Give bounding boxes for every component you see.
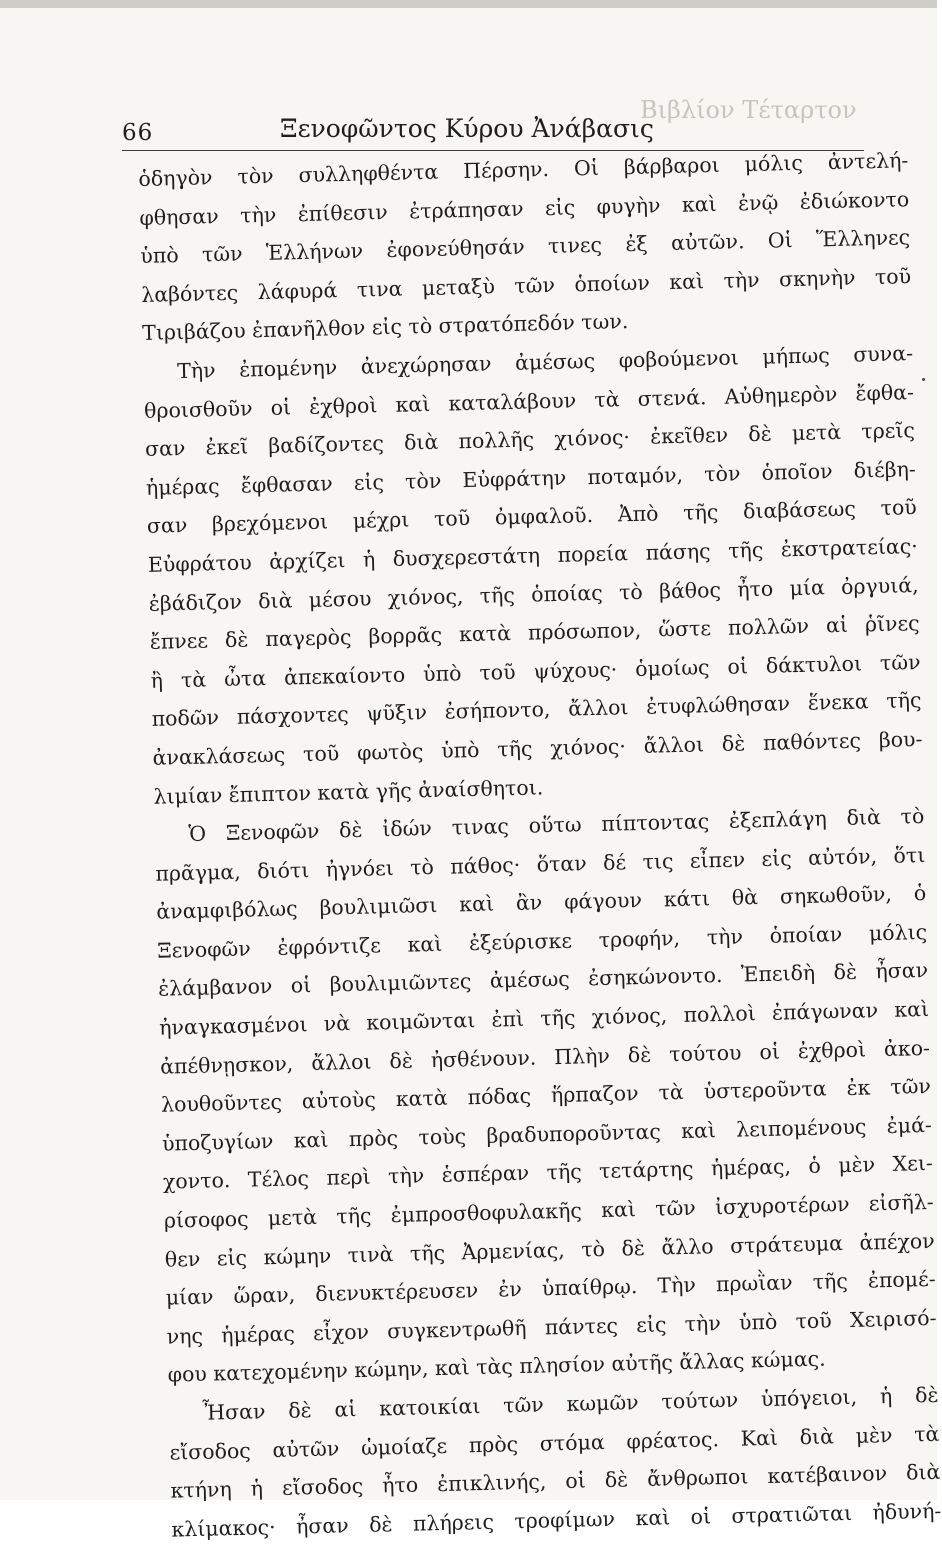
text-line: νης ἡμέρας εἶχον συγκεντρωθῆ πάντες εἰς τὴν ὑπὸ τοῦ Χειρισό- bbox=[166, 1305, 937, 1349]
paragraph-start-line: Τὴν ἐπομένην ἀνεχώρησαν ἀμέσως φοβούμενοι μήπως συνα- bbox=[176, 341, 914, 384]
paragraph-start-line: Ἦσαν δὲ αἱ κατοικίαι τῶν κωμῶν τούτων ὑπόγειοι, ἡ δὲ bbox=[202, 1382, 939, 1425]
scan-top-edge bbox=[0, 0, 937, 8]
text-line: κλίμακος· ἦσαν δὲ πλήρεις τροφίμων καὶ οἱ στρατιῶται ἠδυνή- bbox=[171, 1498, 942, 1542]
text-line: ἡμέρας ἔφθασαν εἰς τὸν Εὐφράτην ποταμόν, τὸν ὁποῖον διέβη- bbox=[145, 456, 917, 500]
text-line: ἢ τὰ ὦτα ἀπεκαίοντο ὑπὸ τοῦ ψύχους· ὁμοίως οἱ δάκτυλοι τῶν bbox=[150, 649, 921, 693]
text-line: λιμίαν ἔπιπτον κατὰ γῆς ἀναίσθητοι. bbox=[153, 774, 544, 809]
text-line: σαν ἐκεῖ βαδίζοντες διὰ πολλῆς χιόνος· ἐκεῖθεν δὲ μετὰ τρεῖς bbox=[144, 418, 916, 462]
text-line: κτήνη ἡ εἴσοδος ἦτο ἐπικλινής, οἱ δὲ ἄνθρωποι κατέβαινον διὰ bbox=[170, 1459, 941, 1503]
text-line: πρᾶγμα, διότι ἠγνόει τὸ πάθος· ὅταν δέ τις εἶπεν εἰς αὐτόν, ὅτι bbox=[155, 842, 926, 886]
text-line: χοντο. Τέλος περὶ τὴν ἑσπέραν τῆς τετάρτης ἡμέρας, ὁ μὲν Χει- bbox=[162, 1151, 934, 1195]
text-line: λουθοῦντες αὐτοὺς κατὰ πόδας ἥρπαζον τὰ ὑστεροῦντα ἐκ τῶν bbox=[160, 1074, 932, 1117]
body-text bbox=[138, 141, 942, 1549]
running-title: Ξενοφῶντος Κύρου Ἀνάβασις bbox=[280, 114, 654, 143]
facing-page-bleed-through: Βιβλίον Τέταρτον bbox=[640, 96, 857, 124]
text-line: μίαν ὥραν, διενυκτέρευσεν ἐν ὑπαίθρῳ. Τὴν πρωῒαν τῆς ἐπομέ- bbox=[165, 1267, 936, 1310]
text-line: ὁδηγὸν τὸν συλληφθέντα Πέρσην. Οἱ βάρβαροι μόλις ἀντελή- bbox=[138, 148, 909, 191]
text-line: σαν βρεχόμενοι μέχρι τοῦ ὀμφαλοῦ. Ἀπὸ τῆς διαβάσεως τοῦ bbox=[146, 495, 918, 539]
text-line: ἀπέθνῃσκον, ἄλλοι δὲ ἠσθένουν. Πλὴν δὲ τούτου οἱ ἐχθροὶ ἀκο- bbox=[159, 1035, 931, 1079]
paragraph-start-line: Ὁ Ξενοφῶν δὲ ἰδών τινας οὕτω πίπτοντας ἐξεπλάγη διὰ τὸ bbox=[188, 804, 925, 847]
margin-speck bbox=[922, 378, 925, 381]
text-line: Τιριβάζου ἐπανῆλθον εἰς τὸ στρατόπεδόν των. bbox=[141, 309, 629, 346]
text-line: φθησαν τὴν ἐπίθεσιν ἐτράπησαν εἰς φυγὴν καὶ ἐνῷ ἐδιώκοντο bbox=[139, 186, 910, 230]
text-line: ἠναγκασμένοι νὰ κοιμῶνται ἐπὶ τῆς χιόνος, πολλοὶ ἐπάγωναν καὶ bbox=[158, 996, 930, 1040]
text-line: ἐβάδιζον διὰ μέσου χιόνος, τῆς ὁποίας τὸ βάθος ἦτο μία ὀργυιά, bbox=[148, 572, 919, 616]
text-line: θεν εἰς κώμην τινὰ τῆς Ἀρμενίας, τὸ δὲ ἄλλο στράτευμα ἀπέχον bbox=[164, 1228, 935, 1272]
text-line: ὑποζυγίων καὶ πρὸς τοὺς βραδυποροῦντας καὶ λειπομένους ἐμά- bbox=[161, 1112, 933, 1156]
text-line: ὑπὸ τῶν Ἑλλήνων ἐφονεύθησάν τινες ἐξ αὐτῶν. Οἱ Ἕλληνες bbox=[140, 225, 911, 269]
text-line: ἀνακλάσεως τοῦ φωτὸς ὑπὸ τῆς χιόνος· ἄλλοι δὲ παθόντες βου- bbox=[152, 726, 923, 770]
text-line: Ξενοφῶν ἐφρόντιζε καὶ ἐξεύρισκε τροφήν, τὴν ὁποίαν μόλις bbox=[157, 919, 928, 963]
text-line: Εὐφράτου ἀρχίζει ἡ δυσχερεστάτη πορεία πάσης τῆς ἐκστρατείας· bbox=[147, 534, 918, 577]
text-line: ἔπνεε δὲ παγερὸς βορρᾶς κατὰ πρόσωπον, ὥστε πολλῶν αἱ ῥῖνες bbox=[149, 611, 920, 654]
text-line: ἀναμφιβόλως βουλιμιῶσι καὶ ἂν φάγουν κάτι θὰ σηκωθοῦν, ὁ bbox=[156, 881, 927, 925]
text-line: φου κατεχομένην κώμην, καὶ τὰς πλησίον αὐτῆς ἄλλας κώμας. bbox=[167, 1346, 826, 1388]
text-line: ρίσοφος μετὰ τῆς ἐμπροσθοφυλακῆς καὶ τῶν ἰσχυροτέρων εἰσῆλ- bbox=[163, 1189, 934, 1233]
text-line: θροισθοῦν οἱ ἐχθροὶ καὶ καταλάβουν τὰ στενά. Αὐθημερὸν ἔφθα- bbox=[143, 379, 915, 423]
text-line: ποδῶν πάσχοντες ψῦξιν ἐσήποντο, ἄλλοι ἐτυφλώθησαν ἕνεκα τῆς bbox=[151, 688, 922, 732]
text-line: ἐλάμβανον οἱ βουλιμιῶντες ἀμέσως ἐσηκώνοντο. Ἐπειδὴ δὲ ἦσαν bbox=[157, 958, 929, 1002]
page-number: 66 bbox=[122, 120, 154, 146]
text-line: εἴσοδος αὐτῶν ὡμοίαζε πρὸς στόμα φρέατος. Καὶ διὰ μὲν τὰ bbox=[169, 1421, 940, 1465]
text-line: λαβόντες λάφυρά τινα μεταξὺ τῶν ὁποίων καὶ τὴν σκηνὴν τοῦ bbox=[140, 263, 912, 307]
